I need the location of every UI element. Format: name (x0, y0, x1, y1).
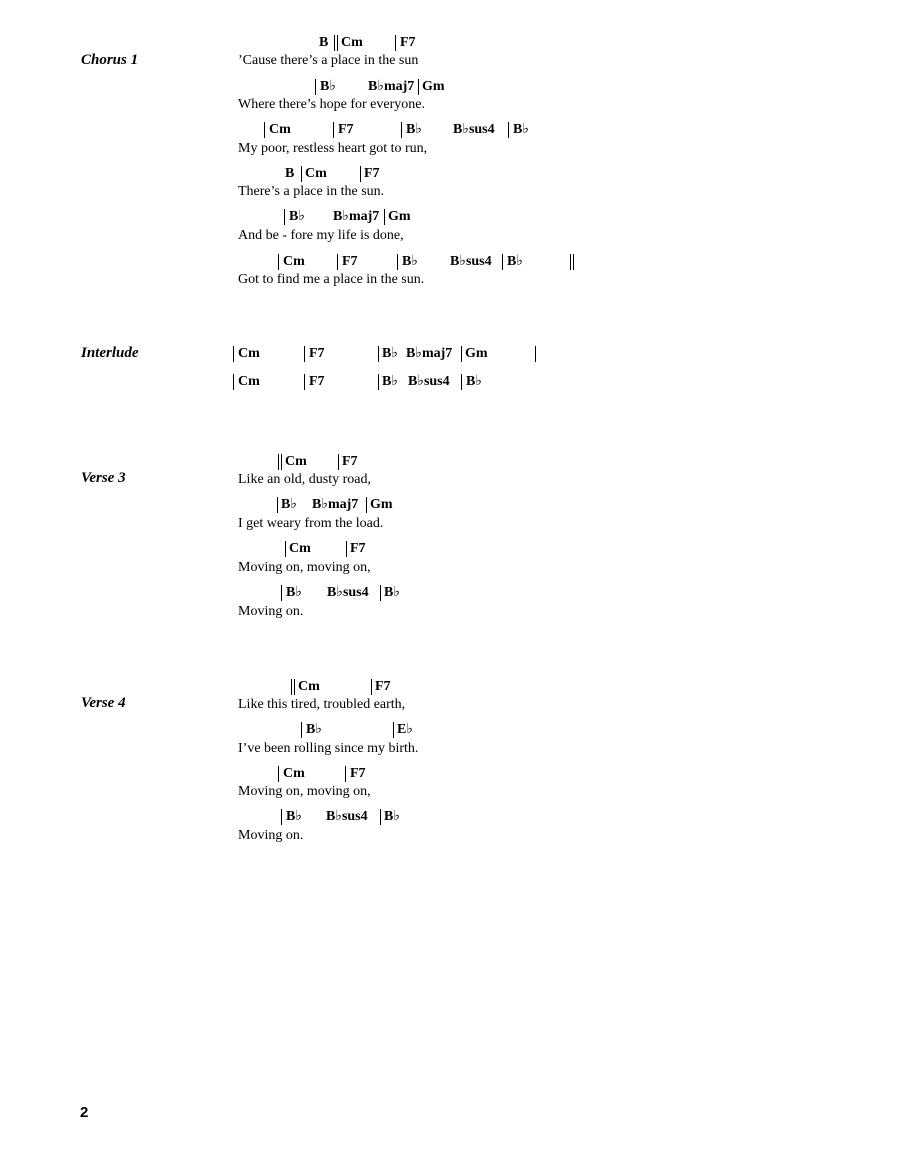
lyric-line: Like this tired, troubled earth, (238, 697, 406, 712)
chord: B♭ (286, 809, 302, 824)
chord: B♭ (513, 122, 529, 137)
barline (281, 585, 282, 601)
chord: F7 (309, 374, 325, 389)
chord: B♭ (402, 254, 418, 269)
chord: B♭ (382, 346, 398, 361)
chord: B♭ (384, 809, 400, 824)
chord: Cm (238, 346, 260, 361)
barline (301, 722, 302, 738)
chord: Gm (422, 79, 445, 94)
lyric-line: My poor, restless heart got to run, (238, 141, 428, 156)
chord: Cm (285, 454, 307, 469)
double-barline (291, 679, 295, 695)
barline (418, 79, 419, 95)
chord: B♭ (281, 497, 297, 512)
chord: B♭ (289, 209, 305, 224)
barline (360, 166, 361, 182)
chord: F7 (338, 122, 354, 137)
chord: B♭ (466, 374, 482, 389)
barline (508, 122, 509, 138)
barline (395, 35, 396, 51)
chord: Gm (465, 346, 488, 361)
barline (301, 166, 302, 182)
chord: B (285, 166, 295, 181)
barline (378, 374, 379, 390)
chord: Gm (370, 497, 393, 512)
chord: B♭ (406, 122, 422, 137)
barline (304, 374, 305, 390)
barline (333, 122, 334, 138)
barline (535, 346, 536, 362)
lyric-line: I get weary from the load. (238, 516, 384, 531)
barline (304, 346, 305, 362)
barline (378, 346, 379, 362)
barline (384, 209, 385, 225)
chord: B♭ (320, 79, 336, 94)
barline (277, 497, 278, 513)
chord: F7 (375, 679, 391, 694)
barline (401, 122, 402, 138)
chord: E♭ (397, 722, 413, 737)
chord: B♭maj7 (333, 209, 380, 224)
chord: Cm (283, 254, 305, 269)
barline (278, 766, 279, 782)
chord: Cm (269, 122, 291, 137)
chord: F7 (400, 35, 416, 50)
chord: B♭sus4 (453, 122, 495, 137)
double-barline (278, 454, 282, 470)
barline (284, 209, 285, 225)
chord: Cm (305, 166, 327, 181)
chord: F7 (342, 254, 358, 269)
chord: Cm (341, 35, 363, 50)
double-barline (334, 35, 338, 51)
double-barline (570, 254, 574, 270)
lyric-line: Moving on, moving on, (238, 560, 371, 575)
barline (393, 722, 394, 738)
chord: B♭sus4 (326, 809, 368, 824)
barline (233, 374, 234, 390)
section-label-verse-3: Verse 3 (81, 470, 126, 486)
barline (380, 585, 381, 601)
chord: F7 (364, 166, 380, 181)
chord: Gm (388, 209, 411, 224)
section-label-verse-4: Verse 4 (81, 695, 126, 711)
lyric-line: There’s a place in the sun. (238, 184, 385, 199)
barline (285, 541, 286, 557)
lyric-line: Where there’s hope for everyone. (238, 97, 425, 112)
chord: Cm (283, 766, 305, 781)
page-number: 2 (80, 1104, 89, 1121)
barline (281, 809, 282, 825)
lyric-line: Got to find me a place in the sun. (238, 272, 425, 287)
barline (233, 346, 234, 362)
chord: B♭ (384, 585, 400, 600)
barline (315, 79, 316, 95)
chord: B♭ (507, 254, 523, 269)
barline (371, 679, 372, 695)
chord: B♭ (382, 374, 398, 389)
barline (461, 346, 462, 362)
lyric-line: And be - fore my life is done, (238, 228, 404, 243)
chord: B♭maj7 (368, 79, 415, 94)
barline (461, 374, 462, 390)
barline (345, 766, 346, 782)
barline (337, 254, 338, 270)
chord: F7 (350, 541, 366, 556)
barline (502, 254, 503, 270)
chord: F7 (342, 454, 358, 469)
lyric-line: Moving on. (238, 828, 304, 843)
chord: B♭ (306, 722, 322, 737)
chord: B♭sus4 (408, 374, 450, 389)
chord: Cm (298, 679, 320, 694)
barline (380, 809, 381, 825)
chord: Cm (289, 541, 311, 556)
chord: B♭maj7 (406, 346, 453, 361)
barline (264, 122, 265, 138)
lyric-line: Like an old, dusty road, (238, 472, 371, 487)
barline (397, 254, 398, 270)
chord: B (319, 35, 329, 50)
chord: B♭sus4 (450, 254, 492, 269)
chord: Cm (238, 374, 260, 389)
barline (278, 254, 279, 270)
barline (338, 454, 339, 470)
section-label-chorus-1: Chorus 1 (81, 52, 139, 68)
lyric-line: I’ve been rolling since my birth. (238, 741, 419, 756)
lyric-line: Moving on, moving on, (238, 784, 371, 799)
barline (346, 541, 347, 557)
barline (366, 497, 367, 513)
chord: F7 (309, 346, 325, 361)
lyric-line: ’Cause there’s a place in the sun (238, 53, 419, 68)
chord: F7 (350, 766, 366, 781)
chord: B♭sus4 (327, 585, 369, 600)
section-label-interlude: Interlude (81, 345, 139, 361)
chord: B♭maj7 (312, 497, 359, 512)
lyric-line: Moving on. (238, 604, 304, 619)
chord: B♭ (286, 585, 302, 600)
